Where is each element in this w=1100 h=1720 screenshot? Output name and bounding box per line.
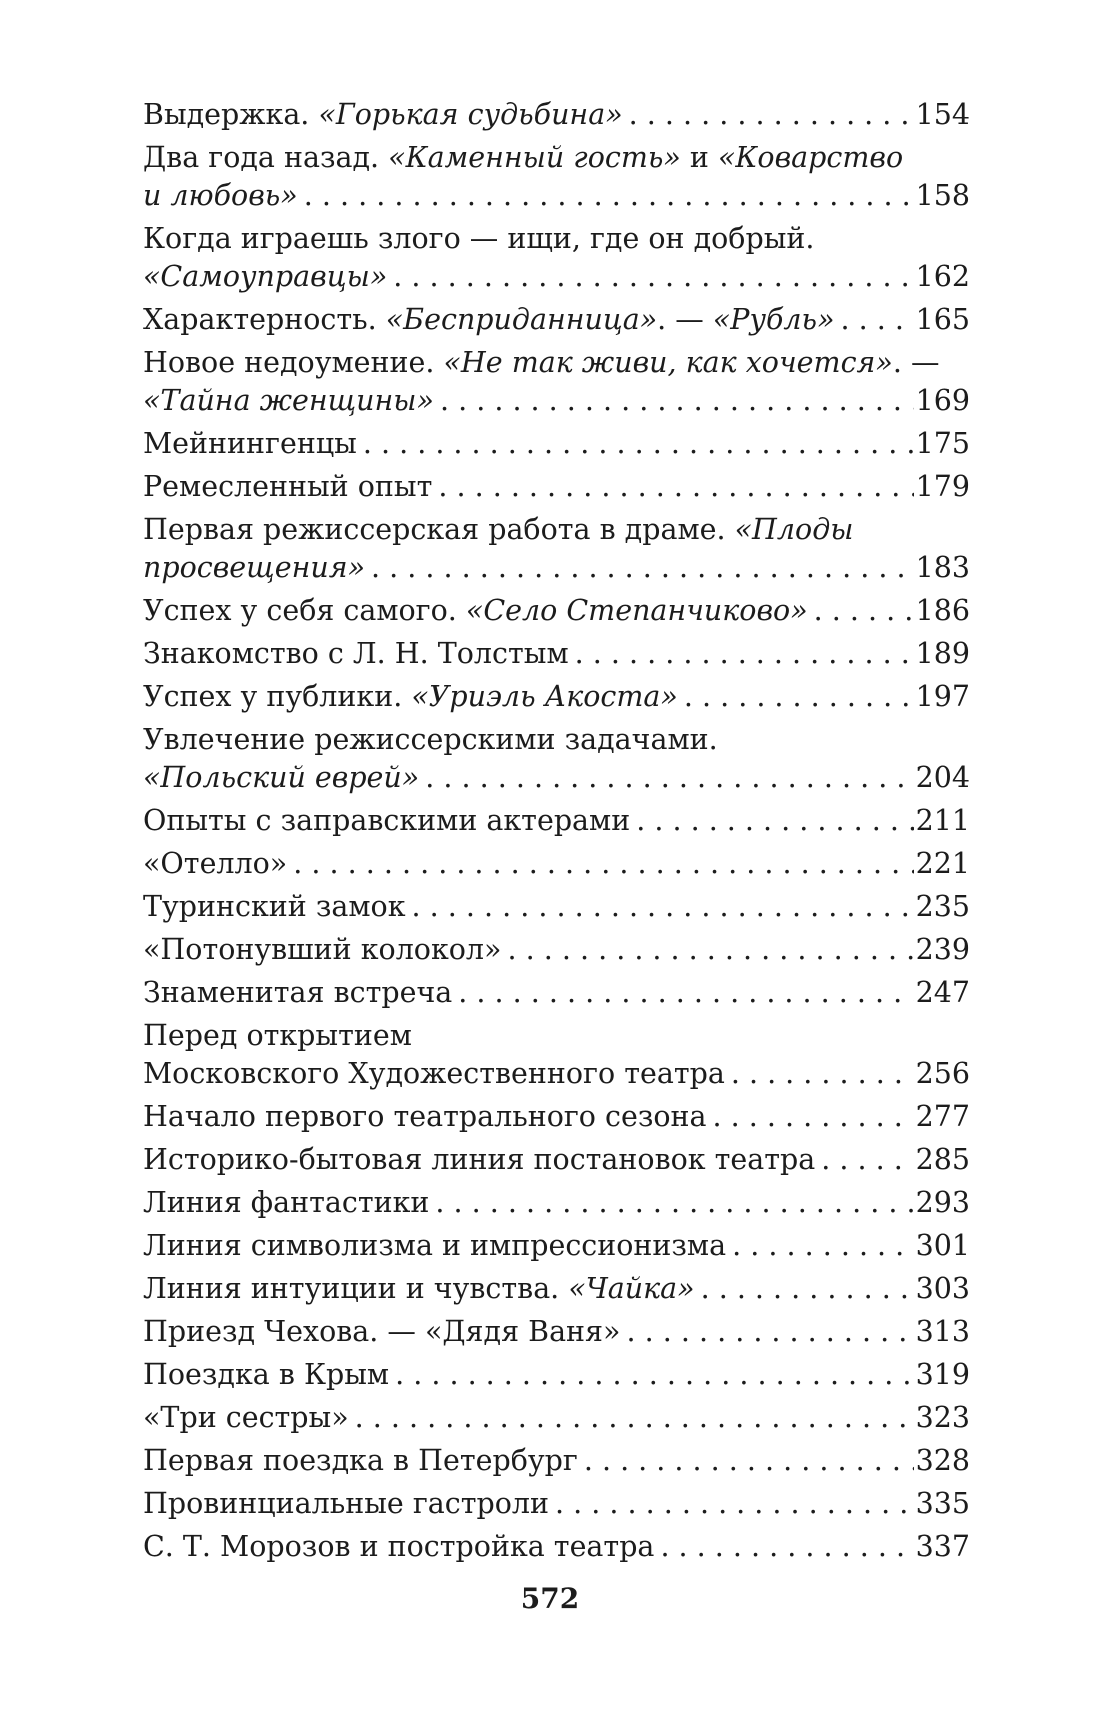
toc-entry-line bbox=[143, 802, 970, 840]
toc-entry bbox=[143, 511, 970, 587]
toc-page-number: 323 bbox=[915, 1401, 970, 1434]
toc-page-number: 235 bbox=[915, 890, 970, 923]
toc-entry-line bbox=[143, 549, 970, 587]
toc-entry-title bbox=[143, 258, 387, 296]
dot-leader bbox=[395, 1356, 914, 1394]
toc-page-number: 158 bbox=[915, 179, 970, 212]
toc-entry-line bbox=[143, 721, 970, 759]
toc-title-italic-segment: «Уриэль Акоста» bbox=[411, 680, 678, 713]
toc-entry bbox=[143, 1184, 970, 1222]
toc-entry-title bbox=[143, 1141, 815, 1179]
toc-title-italic-segment: «Тайна женщины» bbox=[143, 384, 434, 417]
toc-entry bbox=[143, 592, 970, 630]
toc-entry-title bbox=[143, 1055, 725, 1093]
toc-page-number: 319 bbox=[915, 1358, 970, 1391]
toc-entry-line bbox=[143, 1184, 970, 1222]
toc-entry-line bbox=[143, 511, 970, 549]
toc-entry-title bbox=[143, 1098, 707, 1136]
toc-entry-line bbox=[143, 1141, 970, 1179]
toc-entry-title bbox=[143, 382, 434, 420]
toc-entry bbox=[143, 139, 970, 215]
toc-entry-title bbox=[143, 1270, 695, 1308]
toc-entry-line bbox=[143, 1399, 970, 1437]
dot-leader bbox=[507, 931, 913, 969]
dot-leader bbox=[438, 468, 913, 506]
toc-entry bbox=[143, 425, 970, 463]
dot-leader bbox=[684, 678, 914, 716]
toc-entry-line bbox=[143, 635, 970, 673]
toc-title-segment: «Три сестры» bbox=[143, 1401, 349, 1434]
dot-leader bbox=[584, 1442, 914, 1480]
toc-entry-title bbox=[143, 888, 406, 926]
toc-entry bbox=[143, 802, 970, 840]
toc-entry-title bbox=[143, 425, 357, 463]
toc-entry bbox=[143, 1485, 970, 1523]
dot-leader bbox=[363, 425, 914, 463]
toc-entry bbox=[143, 96, 970, 134]
toc-title-segment: Мейнингенцы bbox=[143, 427, 357, 460]
dot-leader bbox=[435, 1184, 913, 1222]
toc-entry-line bbox=[143, 1313, 970, 1351]
toc-title-segment: и bbox=[680, 141, 718, 174]
dot-leader bbox=[458, 974, 913, 1012]
toc-title-segment: Успех у публики. bbox=[143, 680, 412, 713]
dot-leader bbox=[355, 1399, 914, 1437]
toc-title-segment: Опыты с заправскими актерами bbox=[143, 804, 631, 837]
toc-page-number: 303 bbox=[915, 1272, 970, 1305]
toc-entry-line bbox=[143, 301, 970, 339]
toc-title-segment: Знакомство с Л. Н. Толстым bbox=[143, 637, 569, 670]
toc-entry-title bbox=[143, 177, 298, 215]
dot-leader bbox=[440, 382, 914, 420]
toc-entry-title bbox=[143, 723, 718, 756]
toc-title-segment: Увлечение режиссерскими задачами. bbox=[143, 723, 718, 756]
toc-page-number: 285 bbox=[915, 1143, 970, 1176]
dot-leader bbox=[731, 1055, 914, 1093]
toc-entry-line bbox=[143, 258, 970, 296]
toc-title-segment: «Потонувший колокол» bbox=[143, 933, 502, 966]
toc-page-number: 335 bbox=[915, 1487, 970, 1520]
toc-entry-title bbox=[143, 1356, 389, 1394]
toc-title-italic-segment: «Не так живи, как хочется» bbox=[443, 346, 893, 379]
toc-entry bbox=[143, 1141, 970, 1179]
toc-entry-title bbox=[143, 931, 501, 969]
toc-entry-title bbox=[143, 1227, 726, 1265]
toc-entry-title bbox=[143, 974, 452, 1012]
dot-leader bbox=[393, 258, 913, 296]
toc-entry-line bbox=[143, 139, 970, 177]
toc-title-segment: Линия фантастики bbox=[143, 1186, 430, 1219]
toc-title-segment: Историко-бытовая линия постановок театра bbox=[143, 1143, 816, 1176]
toc-entry-line bbox=[143, 845, 970, 883]
dot-leader bbox=[629, 96, 914, 134]
toc-entry-line bbox=[143, 888, 970, 926]
toc-title-segment: Выдержка. bbox=[143, 98, 319, 131]
toc-title-segment: Два года назад. bbox=[143, 141, 389, 174]
toc-entry-line bbox=[143, 425, 970, 463]
toc-title-segment: Новое недоумение. bbox=[143, 346, 444, 379]
toc-entry bbox=[143, 1098, 970, 1136]
page-number: 572 bbox=[520, 1582, 580, 1615]
toc-title-segment: Туринский замок bbox=[143, 890, 406, 923]
toc-entry-title bbox=[143, 845, 287, 883]
toc-entry-line bbox=[143, 382, 970, 420]
toc-page-number: 154 bbox=[915, 98, 970, 131]
toc-page-number: 165 bbox=[915, 303, 970, 336]
toc-title-italic-segment: «Каменный гость» bbox=[388, 141, 681, 174]
toc-title-segment: Поездка в Крым bbox=[143, 1358, 390, 1391]
toc-page-number: 186 bbox=[915, 594, 970, 627]
toc-entry bbox=[143, 931, 970, 969]
toc-entry-title bbox=[143, 141, 903, 174]
toc-entry-line bbox=[143, 1485, 970, 1523]
toc-title-italic-segment: «Плоды bbox=[734, 513, 854, 546]
toc-entry bbox=[143, 635, 970, 673]
toc-entry-title bbox=[143, 346, 939, 379]
toc-title-segment: Ремесленный опыт bbox=[143, 470, 433, 503]
toc-entry-title bbox=[143, 1019, 412, 1052]
toc-entry bbox=[143, 1528, 970, 1566]
toc-page-number: 256 bbox=[915, 1057, 970, 1090]
toc-title-segment: Характерность. bbox=[143, 303, 386, 336]
toc-entry bbox=[143, 220, 970, 296]
dot-leader bbox=[814, 592, 914, 630]
toc-entry-title bbox=[143, 1399, 349, 1437]
toc-title-segment: Успех у себя самого. bbox=[143, 594, 466, 627]
toc-page-number: 301 bbox=[915, 1229, 970, 1262]
toc-entry-title bbox=[143, 592, 808, 630]
toc-page-number: 293 bbox=[915, 1186, 970, 1219]
toc-entry-title bbox=[143, 759, 419, 797]
toc-title-segment: Московского Художественного театра bbox=[143, 1057, 725, 1090]
toc-entry-title bbox=[143, 1313, 620, 1351]
toc-page-number: 247 bbox=[915, 976, 970, 1009]
toc-page-number: 337 bbox=[915, 1530, 970, 1563]
dot-leader bbox=[555, 1485, 914, 1523]
toc-page-number: 221 bbox=[915, 847, 970, 880]
toc-page-number: 183 bbox=[915, 551, 970, 584]
toc-entry-line bbox=[143, 1270, 970, 1308]
dot-leader bbox=[821, 1141, 913, 1179]
toc-title-italic-segment: «Самоуправцы» bbox=[143, 260, 388, 293]
toc-entry bbox=[143, 1227, 970, 1265]
toc-entry-title bbox=[143, 513, 854, 546]
toc-title-segment: Провинциальные гастроли bbox=[143, 1487, 549, 1520]
toc-title-italic-segment: «Чайка» bbox=[568, 1272, 695, 1305]
toc-title-segment: Перед открытием bbox=[143, 1019, 412, 1052]
toc-entry-line bbox=[143, 759, 970, 797]
toc-entry-title bbox=[143, 301, 835, 339]
toc-title-segment: Линия символизма и импрессионизма bbox=[143, 1229, 727, 1262]
toc-entry-title bbox=[143, 802, 630, 840]
toc-entry bbox=[143, 1270, 970, 1308]
toc-page-number: 197 bbox=[915, 680, 970, 713]
toc-title-italic-segment: «Село Степанчиково» bbox=[465, 594, 808, 627]
toc-title-italic-segment: «Коварство bbox=[717, 141, 904, 174]
toc-page-number: 204 bbox=[915, 761, 970, 794]
dot-leader bbox=[660, 1528, 913, 1566]
toc-title-segment: Первая режиссерская работа в драме. bbox=[143, 513, 735, 546]
dot-leader bbox=[425, 759, 913, 797]
toc-entry bbox=[143, 468, 970, 506]
toc-entry-line bbox=[143, 1528, 970, 1566]
toc-entry-title bbox=[143, 468, 432, 506]
toc-title-segment: «Отелло» bbox=[143, 847, 288, 880]
dot-leader bbox=[841, 301, 914, 339]
toc-entry bbox=[143, 845, 970, 883]
toc-entry bbox=[143, 1356, 970, 1394]
toc-entry bbox=[143, 1399, 970, 1437]
toc-entry bbox=[143, 301, 970, 339]
toc-entry-title bbox=[143, 96, 623, 134]
toc-title-segment: Знаменитая встреча bbox=[143, 976, 453, 1009]
toc-entry-line bbox=[143, 344, 970, 382]
toc-entry bbox=[143, 721, 970, 797]
toc-entry-line bbox=[143, 96, 970, 134]
toc-title-segment: Начало первого театрального сезона bbox=[143, 1100, 707, 1133]
toc-entry bbox=[143, 344, 970, 420]
toc-title-segment: Линия интуиции и чувства. bbox=[143, 1272, 569, 1305]
dot-leader bbox=[293, 845, 913, 883]
toc-title-italic-segment: «Польский еврей» bbox=[143, 761, 420, 794]
toc-entry bbox=[143, 678, 970, 716]
toc-entry bbox=[143, 1017, 970, 1093]
toc-entry-line bbox=[143, 678, 970, 716]
toc-page-number: 169 bbox=[915, 384, 970, 417]
toc-entry-title bbox=[143, 635, 569, 673]
toc-entry-title bbox=[143, 1442, 578, 1480]
toc-entry-line bbox=[143, 177, 970, 215]
toc-page-number: 179 bbox=[915, 470, 970, 503]
toc-title-italic-segment: «Рубль» bbox=[712, 303, 835, 336]
toc-title-segment: . — bbox=[892, 346, 940, 379]
toc-entry bbox=[143, 974, 970, 1012]
toc-title-segment: Когда играешь злого — ищи, где он добрый. bbox=[143, 222, 815, 255]
toc-title-segment: Первая поездка в Петербург bbox=[143, 1444, 578, 1477]
toc-title-segment: Приезд Чехова. — «Дядя Ваня» bbox=[143, 1315, 621, 1348]
toc-entry-line bbox=[143, 468, 970, 506]
dot-leader bbox=[636, 802, 913, 840]
toc-entry-title bbox=[143, 549, 365, 587]
dot-leader bbox=[371, 549, 914, 587]
toc-page-number: 211 bbox=[915, 804, 970, 837]
toc-entry bbox=[143, 1442, 970, 1480]
toc-entry bbox=[143, 1313, 970, 1351]
toc-entry-line bbox=[143, 1017, 970, 1055]
toc-entry-title bbox=[143, 678, 678, 716]
dot-leader bbox=[575, 635, 914, 673]
toc-page-number: 313 bbox=[915, 1315, 970, 1348]
toc-entry-title bbox=[143, 222, 814, 255]
dot-leader bbox=[713, 1098, 914, 1136]
dot-leader bbox=[701, 1270, 914, 1308]
dot-leader bbox=[626, 1313, 913, 1351]
toc-title-italic-segment: и любовь» bbox=[143, 179, 298, 212]
toc-entry-line bbox=[143, 220, 970, 258]
toc-entry-title bbox=[143, 1528, 654, 1566]
toc-entry-line bbox=[143, 1098, 970, 1136]
toc-title-segment: С. Т. Морозов и постройка театра bbox=[143, 1530, 655, 1563]
toc-entry-line bbox=[143, 1055, 970, 1093]
table-of-contents bbox=[143, 96, 970, 1566]
toc-entry-line bbox=[143, 931, 970, 969]
toc-entry-line bbox=[143, 1227, 970, 1265]
toc-entry-line bbox=[143, 974, 970, 1012]
dot-leader bbox=[304, 177, 914, 215]
toc-entry-title bbox=[143, 1485, 549, 1523]
toc-title-segment: . — bbox=[657, 303, 713, 336]
toc-page-number: 189 bbox=[915, 637, 970, 670]
toc-entry-line bbox=[143, 1442, 970, 1480]
toc-page-number: 277 bbox=[915, 1100, 970, 1133]
toc-entry bbox=[143, 888, 970, 926]
toc-title-italic-segment: «Бесприданница» bbox=[385, 303, 658, 336]
dot-leader bbox=[732, 1227, 913, 1265]
toc-entry-title bbox=[143, 1184, 429, 1222]
toc-entry-line bbox=[143, 592, 970, 630]
toc-page-number: 328 bbox=[915, 1444, 970, 1477]
toc-title-italic-segment: просвещения» bbox=[143, 551, 366, 584]
toc-page-number: 239 bbox=[915, 933, 970, 966]
dot-leader bbox=[412, 888, 914, 926]
toc-title-italic-segment: «Горькая судьбина» bbox=[318, 98, 623, 131]
toc-page-number: 175 bbox=[915, 427, 970, 460]
toc-entry-line bbox=[143, 1356, 970, 1394]
toc-page-number: 162 bbox=[915, 260, 970, 293]
